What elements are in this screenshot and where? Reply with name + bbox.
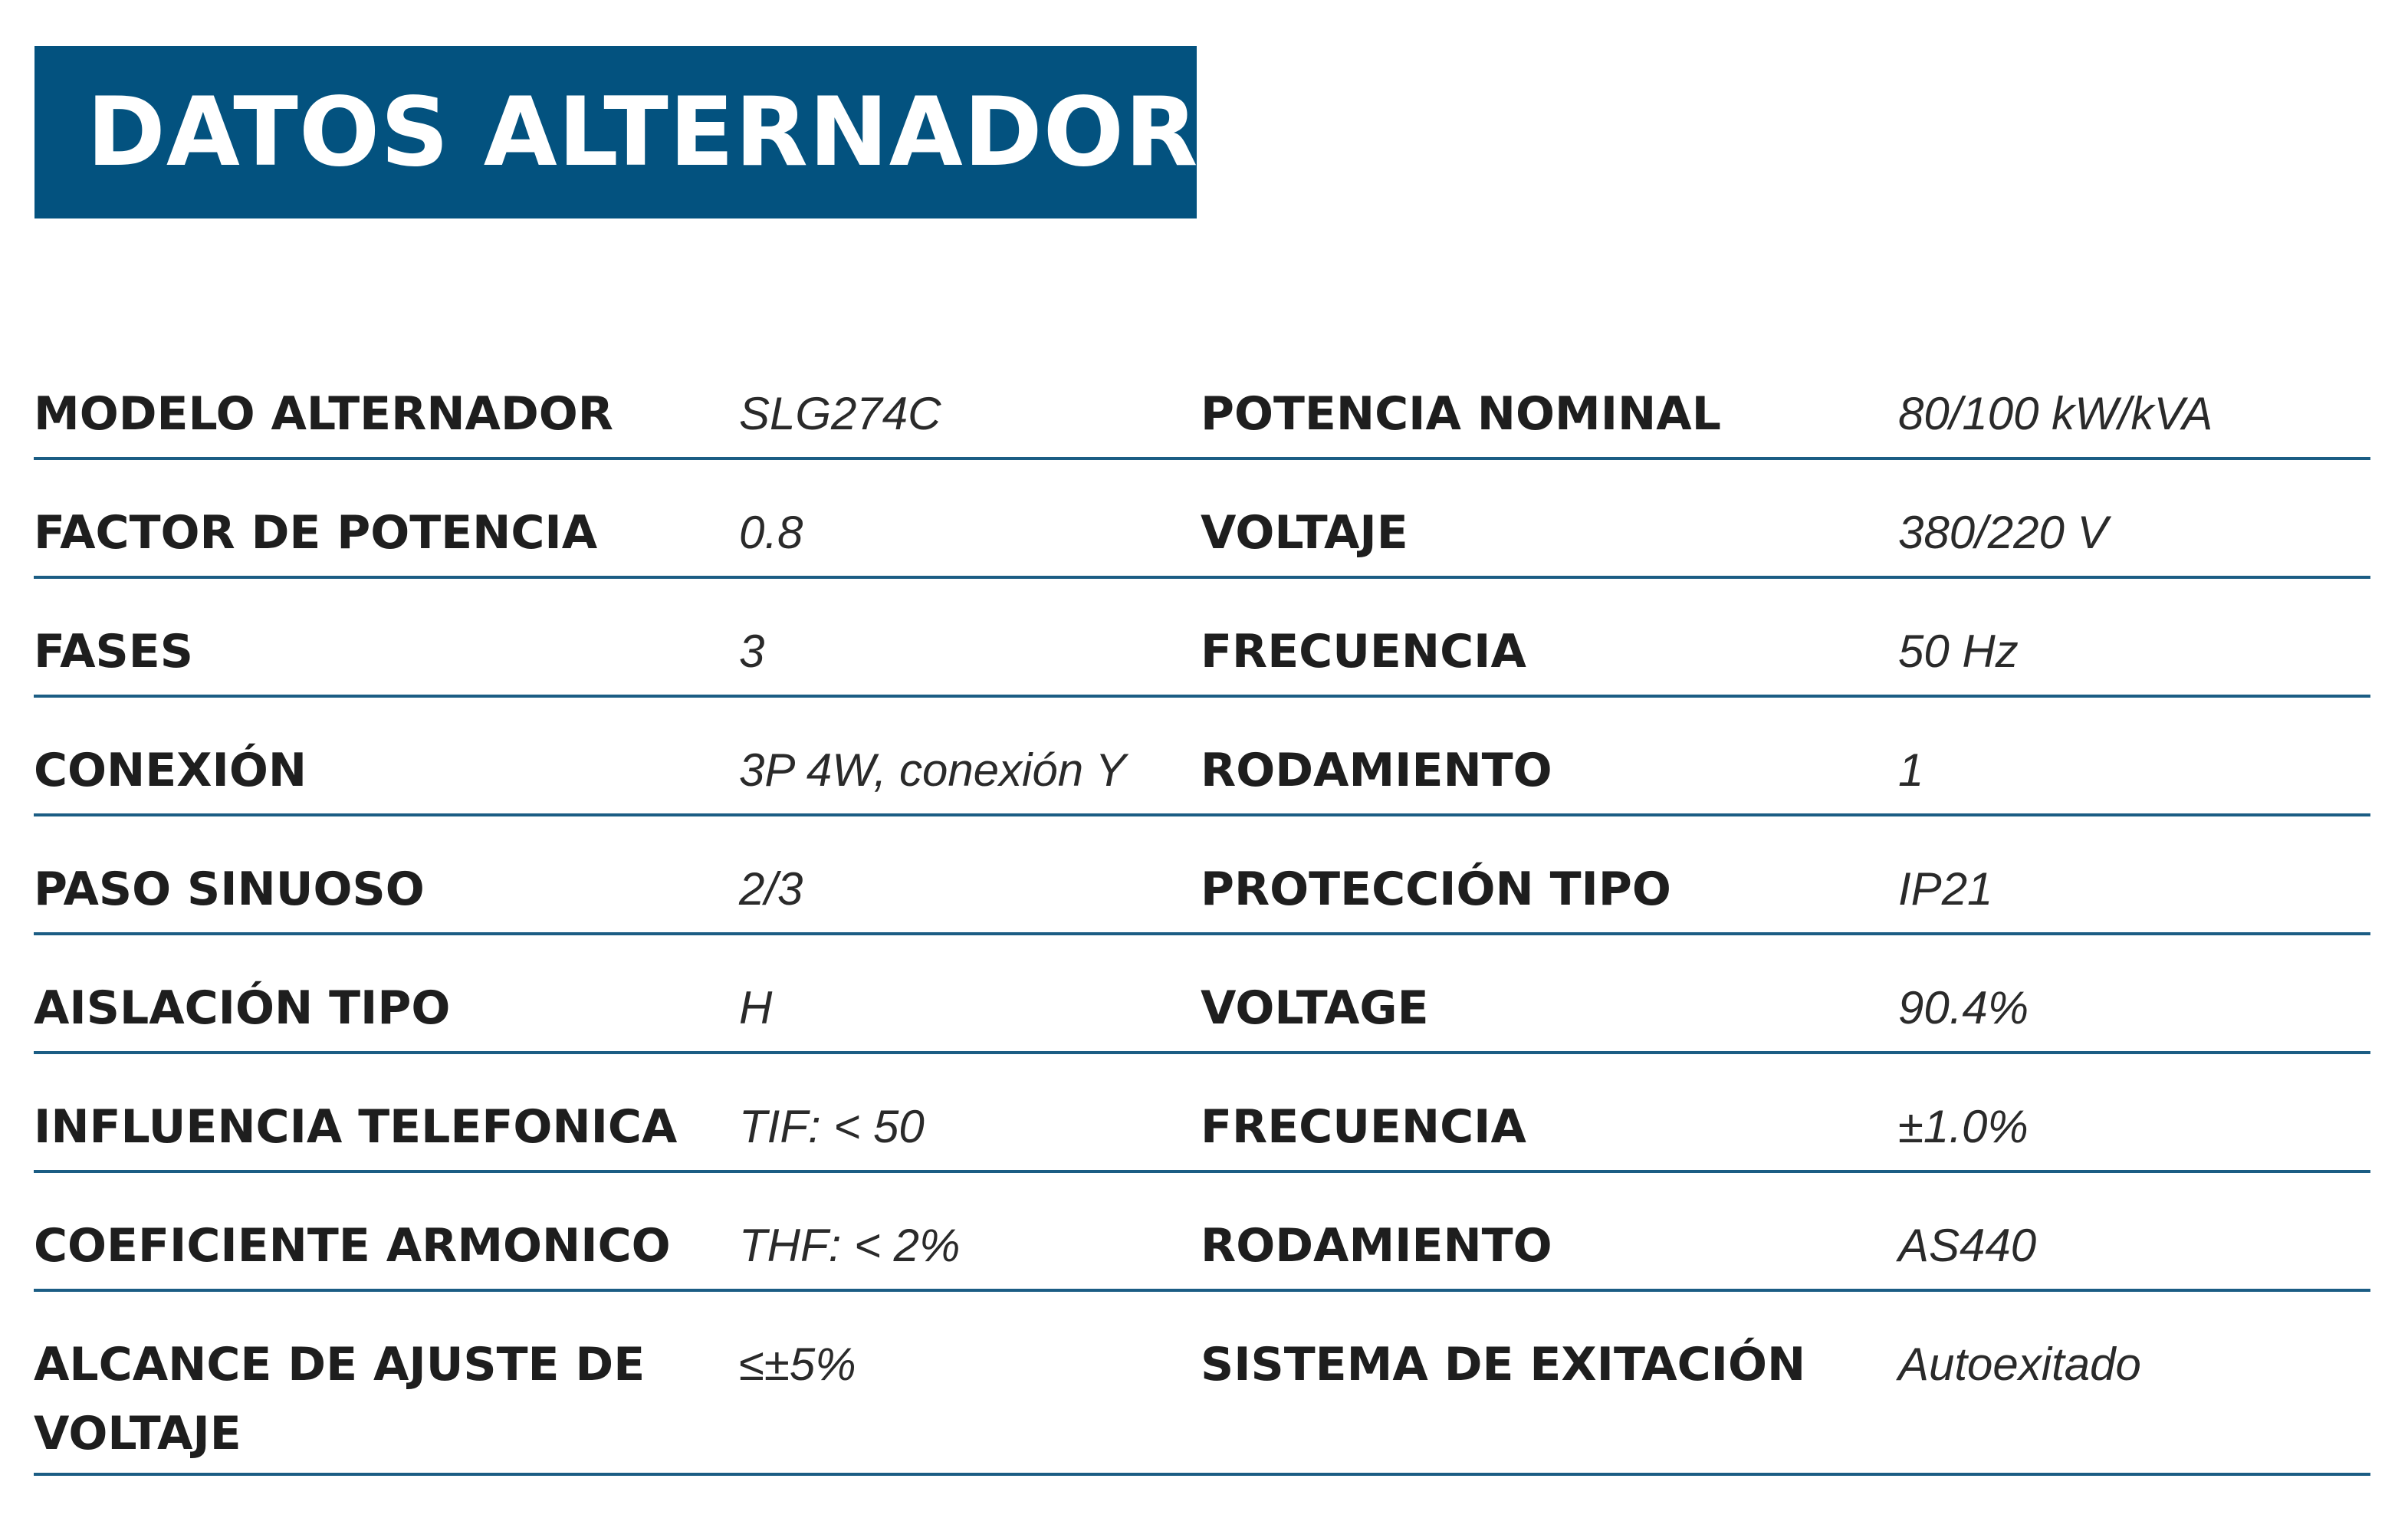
spec-label: RODAMIENTO xyxy=(1201,1219,1552,1273)
spec-label: FRECUENCIA xyxy=(1201,625,1526,678)
spec-label: MODELO ALTERNADOR xyxy=(34,387,614,441)
spec-value: TIF: < 50 xyxy=(739,1101,925,1152)
spec-label: INFLUENCIA TELEFONICA xyxy=(34,1100,678,1154)
spec-value: 80/100 kW/kVA xyxy=(1898,388,2213,439)
spec-value: 0.8 xyxy=(739,507,803,558)
spec-value: 50 Hz xyxy=(1898,626,2019,677)
spec-value: 90.4% xyxy=(1898,982,2029,1033)
title-banner xyxy=(34,46,1197,218)
spec-value: 380/220 V xyxy=(1898,507,2108,558)
spec-label: CONEXIÓN xyxy=(34,744,307,797)
spec-row xyxy=(34,1054,2370,1173)
spec-row xyxy=(34,341,2370,460)
spec-row xyxy=(34,1173,2370,1292)
spec-label: RODAMIENTO xyxy=(1201,744,1552,797)
spec-label: FRECUENCIA xyxy=(1201,1100,1526,1154)
spec-label: FASES xyxy=(34,625,193,678)
page-title: DATOS ALTERNADOR xyxy=(87,77,1199,188)
spec-value: H xyxy=(739,982,773,1033)
spec-value: Autoexitado xyxy=(1898,1339,2141,1390)
spec-value: THF: < 2% xyxy=(739,1220,961,1271)
spec-label: POTENCIA NOMINAL xyxy=(1201,387,1721,441)
spec-table xyxy=(34,341,2370,1476)
spec-row xyxy=(34,816,2370,935)
spec-label: COEFICIENTE ARMONICO xyxy=(34,1219,671,1273)
spec-label: VOLTAJE xyxy=(1201,506,1408,560)
spec-value: ±1.0% xyxy=(1898,1101,2029,1152)
spec-row xyxy=(34,579,2370,698)
spec-label: SISTEMA DE EXITACIÓN xyxy=(1201,1338,1806,1391)
spec-value: AS440 xyxy=(1898,1220,2037,1271)
spec-value: IP21 xyxy=(1898,863,1993,915)
spec-label: VOLTAGE xyxy=(1201,981,1429,1035)
spec-value: 1 xyxy=(1898,744,1924,796)
spec-value: 3P 4W, conexión Y xyxy=(739,744,1126,796)
spec-value: 3 xyxy=(739,626,765,677)
spec-value: ≤±5% xyxy=(739,1339,856,1390)
spec-row xyxy=(34,460,2370,579)
spec-row xyxy=(34,1292,2370,1476)
spec-label: AISLACIÓN TIPO xyxy=(34,981,451,1035)
spec-label: PASO SINUOSO xyxy=(34,862,425,916)
spec-value: SLG274C xyxy=(739,388,941,439)
spec-label: ALCANCE DE AJUSTE DE VOLTAJE xyxy=(34,1338,646,1460)
spec-value: 2/3 xyxy=(739,863,803,915)
spec-label: FACTOR DE POTENCIA xyxy=(34,506,598,560)
spec-row xyxy=(34,698,2370,816)
spec-label: PROTECCIÓN TIPO xyxy=(1201,862,1671,916)
spec-row xyxy=(34,935,2370,1054)
